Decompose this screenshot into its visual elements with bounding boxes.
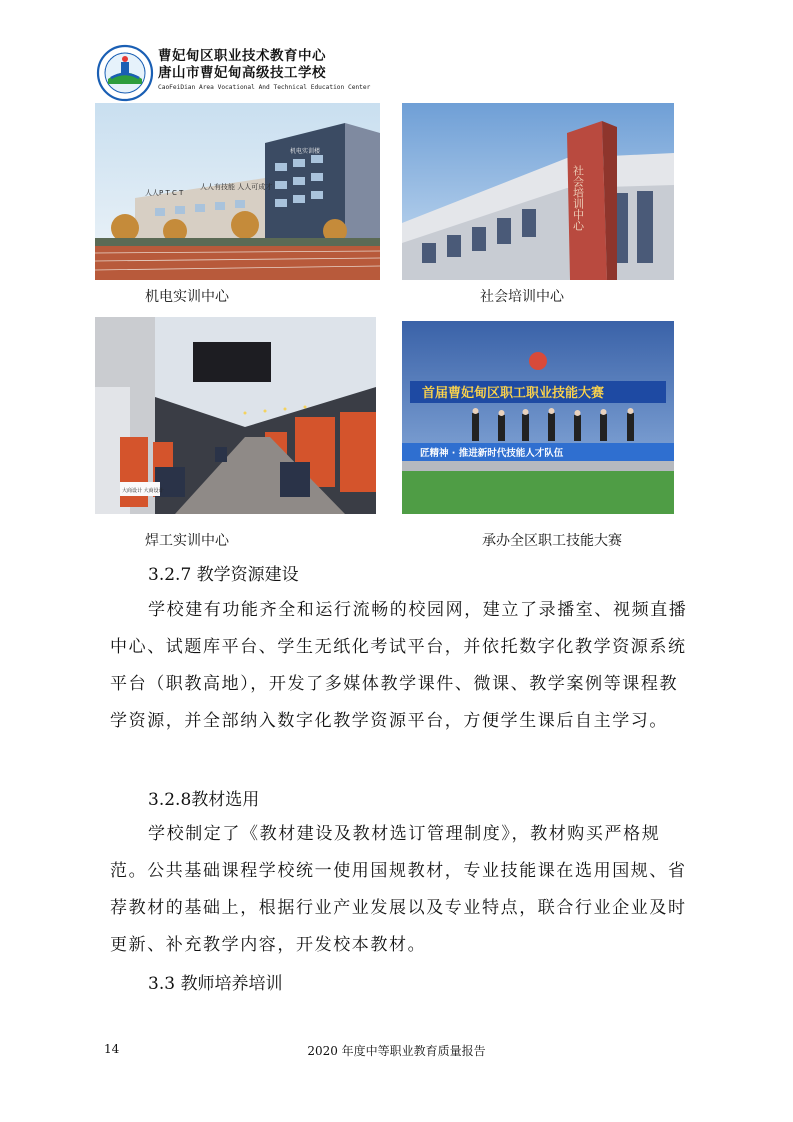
paragraph-3-2-7: 学校建有功能齐全和运行流畅的校园网，建立了录播室、视频直播中心、试题库平台、学生无纸化考试平台，并依托数字化教学资源系统平台（职教高地），开发了多媒体教学课件、微课、教学案例等课程教学资源，并全部纳入数字化教学资源平台，方便学生课后自主学习。 — [110, 600, 688, 731]
header-school-name-1: 曹妃甸区职业技术教育中心 — [158, 48, 326, 64]
photo-skills-competition — [402, 321, 674, 514]
photo1-sign-3: 机电实训楼 — [290, 148, 321, 155]
photo1-sign-2: 人人有技能 人人可成才 — [200, 183, 273, 191]
caption-skills-competition: 承办全区职工技能大赛 — [482, 533, 622, 549]
photo-welding-center — [95, 317, 376, 514]
paragraph-3-2-8: 学校制定了《教材建设及教材选订管理制度》，教材购买严格规范。公共基础课程学校统一使用国规教材，专业技能课在选用国规、省荐教材的基础上，根据行业产业发展以及专业特点，联合行业企业及时更新、补充教学内容，开发校本教材。 — [110, 824, 687, 955]
photo3-sign: 大商设计 大商设计 — [122, 488, 164, 494]
page-number: 14 — [104, 1042, 120, 1056]
photo4-banner-title: 首届曹妃甸区职工职业技能大赛 — [422, 386, 605, 401]
header-english-name: CaoFeiDian Area Vocational And Technical Education Center — [158, 84, 371, 91]
photo2-sign: 社会培训中心 — [571, 165, 585, 231]
photo4-banner-slogan: 匠精神 · 推进新时代技能人才队伍 — [420, 448, 564, 459]
footer-report-title: 2020 年度中等职业教育质量报告 — [307, 1044, 486, 1058]
header-school-name-2: 唐山市曹妃甸高级技工学校 — [158, 65, 326, 81]
heading-3-2-8: 3.2.8教材选用 — [148, 790, 260, 810]
heading-3-2-7: 3.2.7 教学资源建设 — [148, 565, 299, 585]
photo-social-training-center — [402, 103, 674, 280]
caption-mechatronics-center: 机电实训中心 — [145, 289, 229, 305]
heading-3-3: 3.3 教师培养培训 — [148, 974, 283, 994]
photo-mechatronics-center — [95, 103, 380, 280]
page-header — [96, 44, 396, 100]
photo1-sign-1: 人人P T C T — [145, 189, 184, 197]
caption-social-training-center: 社会培训中心 — [480, 289, 564, 305]
school-logo — [96, 44, 154, 102]
caption-welding-center: 焊工实训中心 — [145, 533, 229, 549]
